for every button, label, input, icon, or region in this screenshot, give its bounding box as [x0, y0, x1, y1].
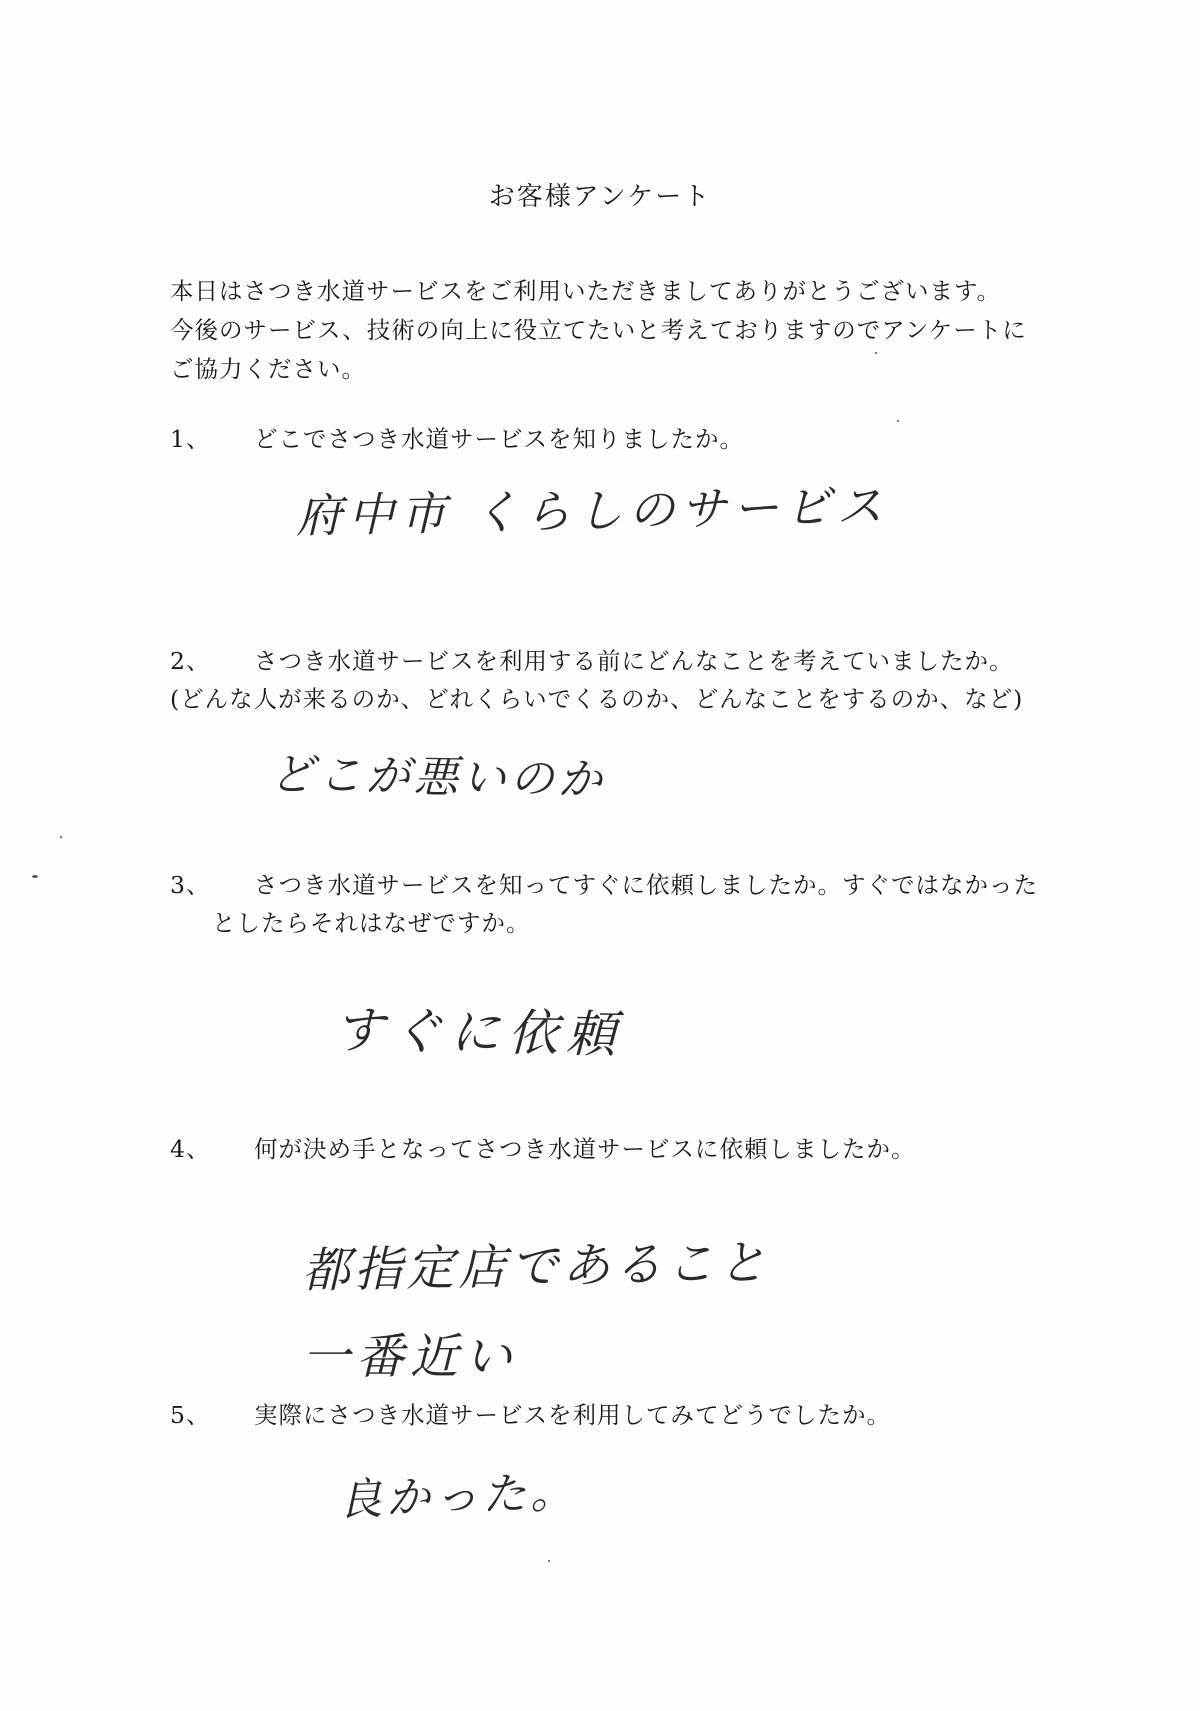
- scan-speck: [60, 836, 62, 838]
- answer-3: すぐに依頼: [333, 1001, 625, 1065]
- question-5: [170, 1396, 891, 1434]
- question-4: [170, 1130, 916, 1168]
- question-text: さつき水道サービスを利用する前にどんなことを考えていましたか。: [254, 647, 1014, 675]
- question-subtext: (どんな人が来るのか、どれくらいでくるのか、どんなことをするのか、など): [170, 685, 1024, 713]
- question-text: 何が決め手となってさつき水道サービスに依頼しましたか。: [254, 1135, 916, 1163]
- question-number: 1、: [170, 425, 211, 453]
- question-1: [170, 420, 744, 458]
- question-number: 4、: [170, 1135, 211, 1163]
- question-text: どこでさつき水道サービスを知りましたか。: [254, 425, 744, 453]
- answer-4-line-1: 都指定店であること: [301, 1234, 771, 1299]
- answer-5: 良かった。: [337, 1466, 579, 1526]
- answer-1: 府中市 くらしのサービス: [295, 478, 890, 543]
- intro-line: ご協力ください。: [170, 355, 366, 383]
- question-text-continued: としたらそれはなぜですか。: [212, 909, 531, 937]
- question-number: 3、: [170, 871, 211, 899]
- scan-speck: [548, 1560, 550, 1562]
- question-number: 2、: [170, 647, 211, 675]
- document-title: お客様アンケート: [488, 182, 712, 212]
- scan-speck: [897, 420, 899, 422]
- question-3: [170, 866, 1038, 942]
- question-number: 5、: [170, 1401, 211, 1429]
- answer-4-line-2: 一番近い: [302, 1329, 519, 1385]
- question-2: [170, 642, 1023, 718]
- intro-paragraph: [170, 272, 1027, 389]
- question-text: さつき水道サービスを知ってすぐに依頼しましたか。すぐではなかった: [254, 871, 1038, 899]
- scan-speck: [32, 875, 38, 878]
- scan-speck: [875, 352, 877, 354]
- question-text: 実際にさつき水道サービスを利用してみてどうでしたか。: [254, 1401, 891, 1429]
- intro-line: 今後のサービス、技術の向上に役立てたいと考えておりますのでアンケートに: [170, 316, 1027, 344]
- intro-line: 本日はさつき水道サービスをご利用いただきましてありがとうございます。: [170, 277, 1002, 305]
- answer-2: どこが悪いのか: [269, 749, 607, 806]
